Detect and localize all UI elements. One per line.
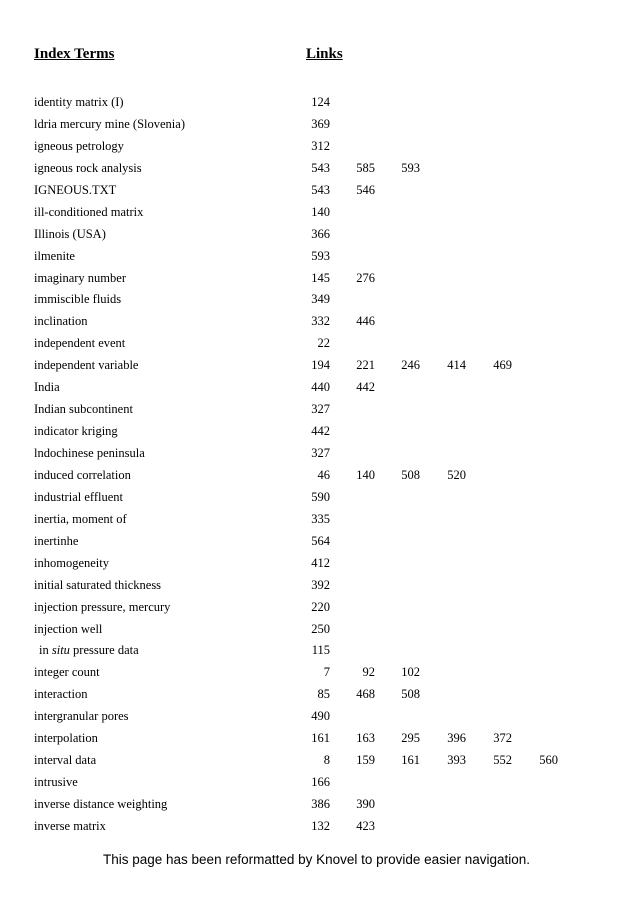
page-link[interactable]: 8 <box>323 753 330 768</box>
page-link[interactable]: 564 <box>311 533 330 548</box>
index-term: inertinhe <box>34 533 79 548</box>
index-term: Illinois (USA) <box>34 226 106 241</box>
index-header <box>34 46 633 66</box>
page-link[interactable]: 145 <box>311 270 330 285</box>
page-link[interactable]: 423 <box>356 818 375 833</box>
index-term: ilmenite <box>34 248 75 263</box>
page-link[interactable]: 194 <box>311 358 330 373</box>
index-term: immiscible fluids <box>34 292 122 307</box>
page-link[interactable]: 327 <box>311 402 330 417</box>
index-entry <box>34 640 633 662</box>
page-link[interactable]: 163 <box>356 731 375 746</box>
index-entry <box>34 531 633 553</box>
index-entry <box>34 794 633 816</box>
page-link[interactable]: 390 <box>356 797 375 811</box>
index-term: inclination <box>34 314 88 329</box>
page-link[interactable]: 546 <box>356 182 375 197</box>
index-term: interval data <box>34 753 97 768</box>
index-term: industrial effluent <box>34 489 123 504</box>
index-term: integer count <box>34 665 100 680</box>
index-entry <box>34 750 633 772</box>
index-entry <box>34 421 633 443</box>
page-link[interactable]: 372 <box>493 731 512 746</box>
page-link[interactable]: 442 <box>356 380 375 395</box>
index-term: injection well <box>34 621 103 636</box>
index-entry <box>34 465 633 487</box>
index-entry <box>34 662 633 684</box>
page-link[interactable]: 140 <box>311 204 330 219</box>
page-link[interactable]: 440 <box>311 380 330 395</box>
page-link[interactable]: 468 <box>356 687 375 702</box>
index-term: inhomogeneity <box>34 555 109 570</box>
index-term-suffix: pressure data <box>69 643 139 658</box>
index-entry <box>34 180 633 202</box>
page-link[interactable]: 7 <box>323 665 330 680</box>
page-link[interactable]: 414 <box>447 358 466 373</box>
index-entry <box>34 355 633 377</box>
reformat-notice: This page has been reformatted by Knovel to provide easier navigation. <box>102 852 530 867</box>
index-entry <box>34 443 633 465</box>
index-term: lndochinese peninsula <box>34 446 145 460</box>
page-link[interactable]: 520 <box>447 467 466 482</box>
index-term: injection pressure, mercury <box>34 599 171 614</box>
page-link[interactable]: 593 <box>311 248 330 263</box>
index-entry <box>34 136 633 158</box>
index-term: initial saturated thickness <box>34 577 162 592</box>
page-link[interactable]: 140 <box>356 467 375 482</box>
index-term: intergranular pores <box>34 709 129 724</box>
page-link[interactable]: 590 <box>311 489 330 504</box>
index-term: ill-conditioned matrix <box>34 204 144 219</box>
page-link[interactable]: 161 <box>401 753 420 768</box>
page-link[interactable]: 552 <box>493 753 512 768</box>
page-link[interactable]: 327 <box>311 446 330 460</box>
index-entry <box>34 377 633 399</box>
index-entry <box>34 619 633 641</box>
page-link[interactable]: 46 <box>317 467 330 482</box>
index-term: inertia, moment of <box>34 511 127 526</box>
index-entry <box>34 684 633 706</box>
page-link[interactable]: 295 <box>401 731 420 746</box>
index-term: India <box>34 380 60 395</box>
page-link[interactable]: 349 <box>311 292 330 307</box>
index-term-prefix: in <box>39 643 52 658</box>
page-link[interactable]: 386 <box>311 797 330 811</box>
index-term: independent variable <box>34 358 139 373</box>
page-link[interactable]: 543 <box>311 160 330 175</box>
index-term: inverse matrix <box>34 818 106 833</box>
index-term: intrusive <box>34 775 78 790</box>
index-entry <box>34 224 633 246</box>
page-link[interactable]: 246 <box>401 358 420 373</box>
index-term: igneous petrology <box>34 138 124 153</box>
index-entry <box>34 114 633 136</box>
index-entry <box>34 202 633 224</box>
index-term: IGNEOUS.TXT <box>34 182 117 197</box>
page-link[interactable]: 412 <box>311 555 330 570</box>
page-link[interactable]: 102 <box>401 665 420 680</box>
page-link[interactable]: 166 <box>311 775 330 790</box>
page-link[interactable]: 220 <box>311 599 330 614</box>
index-term: interaction <box>34 687 88 702</box>
index-term: inverse distance weighting <box>34 797 168 811</box>
page-link[interactable]: 392 <box>311 577 330 592</box>
index-entry <box>34 509 633 531</box>
index-entry <box>34 772 633 794</box>
page-link[interactable]: 396 <box>447 731 466 746</box>
index-term: induced correlation <box>34 467 131 482</box>
index-term: ldria mercury mine (Slovenia) <box>34 116 185 131</box>
index-term: indicator kriging <box>34 424 118 439</box>
index-entry <box>34 487 633 509</box>
page-link[interactable]: 115 <box>311 643 330 658</box>
page-link[interactable]: 508 <box>401 687 420 702</box>
index-entry <box>34 706 633 728</box>
page-link[interactable]: 22 <box>317 336 330 351</box>
index-term-italic: situ <box>51 643 70 658</box>
page-link[interactable]: 366 <box>311 226 330 241</box>
page-link[interactable]: 159 <box>356 753 375 768</box>
page-link[interactable]: 469 <box>493 358 512 373</box>
index-term <box>39 640 139 662</box>
page-link[interactable]: 161 <box>311 731 330 746</box>
page-link[interactable]: 276 <box>356 270 375 285</box>
page-link[interactable]: 560 <box>539 753 558 768</box>
index-entry <box>34 575 633 597</box>
index-term: imaginary number <box>34 270 126 285</box>
index-entry <box>34 728 633 750</box>
page-link[interactable]: 124 <box>311 95 330 109</box>
page-link[interactable]: 132 <box>311 818 330 833</box>
index-entry <box>34 333 633 355</box>
index-term: identity matrix (I) <box>34 95 124 109</box>
index-term: igneous rock analysis <box>34 160 142 175</box>
links-heading: Links <box>306 46 343 62</box>
page-link[interactable]: 442 <box>311 424 330 439</box>
index-term: independent event <box>34 336 126 351</box>
index-entry <box>34 399 633 421</box>
page-link[interactable]: 490 <box>311 709 330 724</box>
page-link[interactable]: 543 <box>311 182 330 197</box>
index-term: Indian subcontinent <box>34 402 133 417</box>
page-link[interactable]: 85 <box>317 687 330 702</box>
page-link[interactable]: 335 <box>311 511 330 526</box>
page-link[interactable]: 332 <box>311 314 330 329</box>
page-link[interactable]: 446 <box>356 314 375 329</box>
page-link[interactable]: 92 <box>362 665 375 680</box>
index-entry <box>34 597 633 619</box>
index-term: interpolation <box>34 731 98 746</box>
page-link[interactable]: 221 <box>356 358 375 373</box>
index-entry <box>34 553 633 575</box>
page-link[interactable]: 508 <box>401 467 420 482</box>
index-terms-heading: Index Terms <box>34 46 115 62</box>
index-entry <box>34 289 633 311</box>
page-link[interactable]: 250 <box>311 621 330 636</box>
page-link[interactable]: 593 <box>401 160 420 175</box>
index-entry <box>34 268 633 290</box>
page-link[interactable]: 369 <box>311 116 330 131</box>
index-entry <box>34 311 633 333</box>
page-link[interactable]: 312 <box>311 138 330 153</box>
index-entry <box>34 816 633 838</box>
page-link[interactable]: 393 <box>447 753 466 768</box>
index-entry <box>34 92 633 114</box>
index-entries-list <box>34 92 633 838</box>
index-entry <box>34 158 633 180</box>
page-link[interactable]: 585 <box>356 160 375 175</box>
index-entry <box>34 246 633 268</box>
